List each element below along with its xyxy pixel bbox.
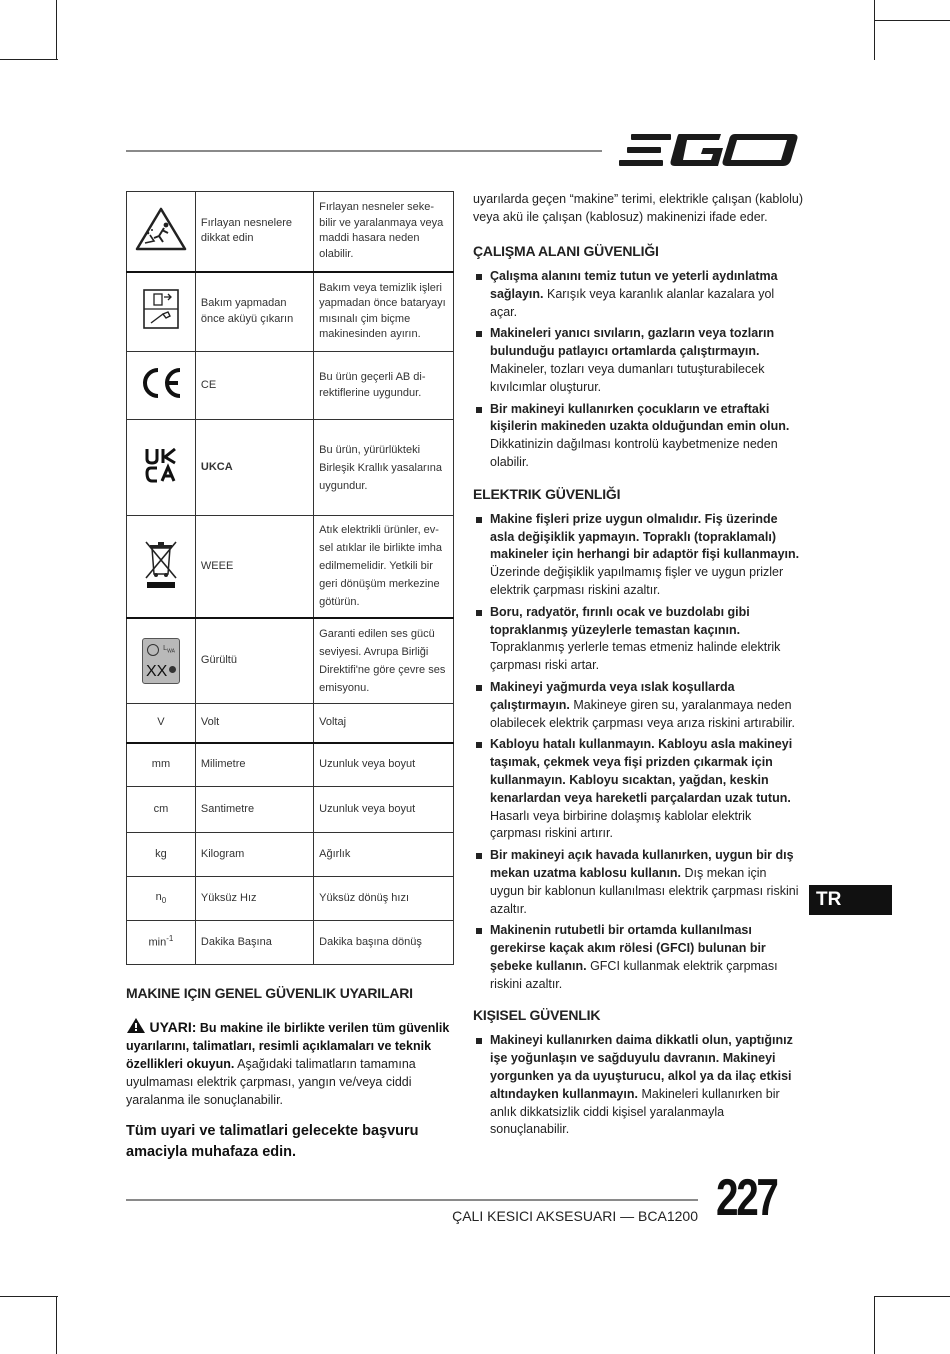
ego-logo (617, 130, 799, 170)
weee-crossed-bin-icon (143, 538, 179, 590)
crop-mark (0, 1296, 58, 1297)
right-column (473, 190, 803, 1143)
symbol-cell: $n_0$ (127, 877, 196, 921)
crop-mark (874, 1296, 950, 1297)
symbol-description: Bu ürün, yürürlükteki Birleşik Krallık yasalarına uygundur. (314, 420, 454, 516)
ukca-mark-icon (144, 447, 178, 483)
svg-text:EGO: EGO (617, 130, 620, 131)
symbol-name: Bakım yapmadan önce aküyü çıkarın (195, 272, 313, 352)
table-row (127, 787, 454, 833)
table-row (127, 192, 454, 272)
symbol-name: Dakika Başına (195, 921, 313, 965)
symbol-description: Garanti edilen ses gücü seviyesi. Avrupa Birliği Direktifi'ne göre çevre ses emisyonu. (314, 618, 454, 704)
general-safety-section (126, 985, 454, 1163)
symbol-cell (127, 420, 196, 516)
section-heading: MAKINE IÇIN GENEL GÜVENLIK UYARILARI (126, 985, 413, 1001)
intro-paragraph: uyarılarda geçen “makine” terimi, elektrikle çalışan (kablolu) veya akü ile çalışan (kablosuz) makinenizi ifade eder. (473, 192, 803, 224)
crop-mark (874, 20, 950, 21)
table-row (127, 743, 454, 787)
noise-level-icon: $L_{WA}$ XX (142, 638, 180, 684)
language-tab: TR (809, 885, 892, 915)
header-rule (126, 150, 602, 152)
symbol-cell (127, 618, 196, 704)
electrical-list (473, 511, 803, 994)
list-item: Makineyi yağmurda veya ıslak koşullarda çalıştırmayın. Makineye giren su, yaralanmaya neden olabilecek elektrik çarpması veya arıza riskini artırabilir. (473, 679, 803, 732)
symbol-description: Yüksüz dönüş hızı (314, 877, 454, 921)
table-row (127, 420, 454, 516)
section-heading: ÇALIŞMA ALANI GÜVENLIĞI (473, 243, 659, 259)
symbol-cell (127, 192, 196, 272)
list-item: Bir makineyi açık havada kullanırken, uygun bir dış mekan uzatma kablosu kullanın. Dış mekan için uygun bir kablonun kullanılması elektrik çarpması riskini azaltır. (473, 847, 803, 918)
flying-objects-warning-icon (134, 205, 188, 253)
ce-mark-icon (138, 366, 184, 400)
table-row (127, 352, 454, 420)
symbol-description: Bakım veya temizlik işleri yapmadan önce bataryayı mısınalı çim biçme makinesinden ayırın. (314, 272, 454, 352)
list-item: Bir makineyi kullanırken çocukların ve etraftaki kişilerin makineden uzakta olduğundan emin olun. Dikkatinizin dağılması kontrolü kaybetmenize neden olabilir. (473, 401, 803, 472)
list-item: Makinenin rutubetli bir ortamda kullanılması gerekirse kaçak akım rölesi (GFCI) bulunan bir şebeke kullanın. GFCI kullanmak elektrik çarpması riskini azaltır. (473, 922, 803, 993)
symbol-description: Voltaj (314, 704, 454, 743)
symbol-description: Uzunluk veya boyut (314, 743, 454, 787)
symbol-name: Volt (195, 704, 313, 743)
table-row (127, 516, 454, 618)
table-row (127, 833, 454, 877)
section-heading: ELEKTRIK GÜVENLIĞI (473, 485, 621, 502)
symbol-description: Uzunluk veya boyut (314, 787, 454, 833)
symbol-name: UKCA (195, 420, 313, 516)
remove-battery-icon (141, 287, 181, 331)
list-item: Çalışma alanını temiz tutun ve yeterli aydınlatma sağlayın. Karışık veya karanlık alanlar kazalara yol açar. (473, 268, 803, 321)
symbol-cell: mm (127, 743, 196, 787)
table-row (127, 272, 454, 352)
symbol-cell (127, 352, 196, 420)
symbol-name: Fırlayan nesnelere dikkat edin (195, 192, 313, 272)
list-item: Makineyi kullanırken daima dikkatli olun, yaptığınız işe yoğunlaşın ve sağduyulu davranın. Makineyi yorgunken ya da uyuşturucu, alkol ya da ilaç etkisi altındayken kullanmayın. Makineleri kullanırken bir anlık dikkatsizlik ciddi kişisel yaralanmayla sonuçlanabilir. (473, 1032, 803, 1139)
symbol-name: Santimetre (195, 787, 313, 833)
footer-rule (126, 1199, 698, 1201)
list-item: Makineleri yanıcı sıvıların, gazların veya tozların bulunduğu patlayıcı ortamlarda çalıştırmayın. Makineler, tozları veya dumanları tutuşturabilecek kıvılcımlar oluşturur. (473, 325, 803, 396)
symbol-name: Gürültü (195, 618, 313, 704)
table-row (127, 921, 454, 965)
warning-triangle-icon (126, 1017, 146, 1034)
symbol-cell (127, 272, 196, 352)
warning-paragraph: UYARI: Bu makine ile birlikte verilen tüm güvenlik uyarılarını, talimatları, resimli açıklamaları ve teknik özellikleri okuyun. Aşağıdaki talimatların tamamına uyulmaması elektrik çarpması, yangın ve/veya ciddi yaralanma ile sonuçlanabilir. (126, 1019, 450, 1107)
symbol-cell: cm (127, 787, 196, 833)
list-item: Boru, radyatör, fırınlı ocak ve buzdolabı gibi topraklanmış yüzeylerle temastan kaçının. Topraklanmış yerlerle temas etmeniz halinde elektrik çarpması riski artar. (473, 604, 803, 675)
symbol-description: Fırlayan nesneler seke-bilir ve yaralanmaya veya maddi hasara neden olabilir. (314, 192, 454, 272)
section-heading: KIŞISEL GÜVENLIK (473, 1007, 601, 1024)
symbol-description: Dakika başına dönüş (314, 921, 454, 965)
crop-mark (874, 0, 875, 60)
crop-mark (56, 1296, 57, 1354)
page-number: 227 (716, 1169, 777, 1227)
symbol-name: Milimetre (195, 743, 313, 787)
symbol-description: Bu ürün geçerli AB di-rektiflerine uygundur. (314, 352, 454, 420)
symbol-name: Kilogram (195, 833, 313, 877)
symbol-description: Atık elektrikli ürünler, ev-sel atıklar ile birlikte imha edilmemelidir. Yetkili bir geri dönüşüm merkezine götürün. (314, 516, 454, 618)
crop-mark (56, 0, 57, 60)
symbol-name: Yüksüz Hız (195, 877, 313, 921)
crop-mark (0, 59, 58, 60)
symbol-name: CE (195, 352, 313, 420)
list-item: Kabloyu hatalı kullanmayın. Kabloyu asla makineyi taşımak, çekmek veya fişi prizden çıkarmak için kullanmayın. Kabloyu sıcaktan, yağdan, keskin kenarlardan veya hareketli parçalardan uzak tutun. Hasarlı veya birbirine dolaşmış kablolar elektrik çarpması riskini artırır. (473, 736, 803, 843)
symbol-name: WEEE (195, 516, 313, 618)
symbol-cell: V (127, 704, 196, 743)
symbol-description: Ağırlık (314, 833, 454, 877)
table-row (127, 877, 454, 921)
footer-title: ÇALI KESICI AKSESUARI — BCA1200 (452, 1208, 698, 1224)
symbols-table (126, 191, 454, 965)
table-row (127, 704, 454, 743)
work-area-list (473, 268, 803, 472)
symbol-cell: $\min^{-1}$ (127, 921, 196, 965)
symbol-cell: kg (127, 833, 196, 877)
personal-safety-list (473, 1032, 803, 1139)
table-row (127, 618, 454, 704)
keep-instructions-note: Tüm uyari ve talimatlari gelecekte başvuru amaciyla muhafaza edin. (126, 1123, 419, 1160)
list-item: Makine fişleri prize uygun olmalıdır. Fiş üzerinde asla değişiklik yapmayın. Topraklı (topraklamalı) makineler için herhangi bir adaptör fişi kullanmayın. Üzerinde değişiklik yapılmamış fişler ve uygun prizler elektrik çarpması riskini azaltır. (473, 511, 803, 600)
symbol-cell (127, 516, 196, 618)
crop-mark (874, 1296, 875, 1354)
